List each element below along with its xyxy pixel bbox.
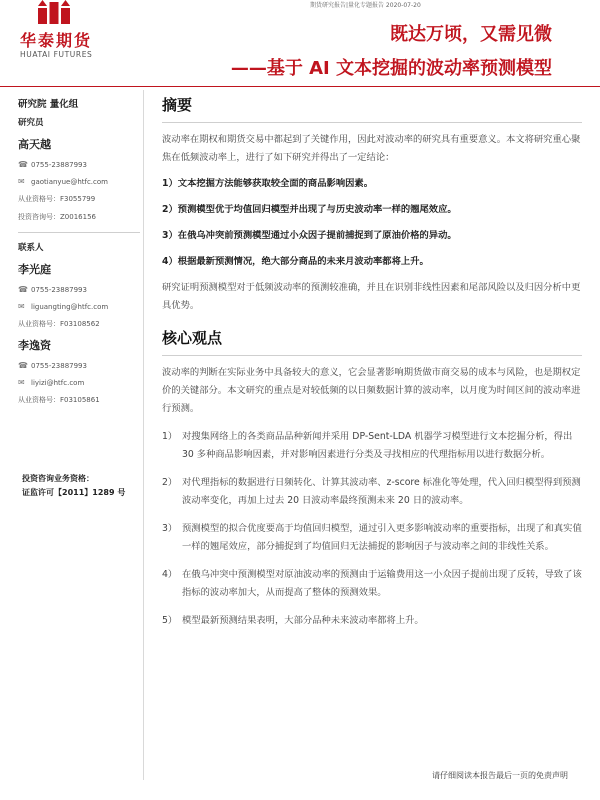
abstract-intro: 波动率在期权和期货交易中都起到了关键作用，因此对波动率的研究具有重要意义。本文将研究重心聚焦在低频波动率上，进行了如下研究并得出了一定结论： (162, 134, 581, 163)
item-text: 在俄乌冲突中预测模型对原油波动率的预测由于运输费用这一小众因子提前出现了反转，导致了该指标的波动率加大，从而提高了整体的预测效果。 (182, 569, 582, 598)
core-list-item (162, 474, 582, 510)
company-logo (16, 0, 94, 74)
contact-email (18, 302, 140, 311)
contact-phone (18, 285, 140, 294)
contact-name: 李光庭 (18, 263, 51, 276)
email-text[interactable]: liyizi@htfc.com (31, 378, 85, 387)
item-number: 3） (162, 523, 178, 534)
researcher-name: 高天越 (18, 138, 51, 151)
phone-text: 0755-23887993 (31, 361, 87, 370)
researcher-email (18, 177, 140, 186)
abstract-heading: 摘要 (162, 96, 193, 114)
license-label: 投资咨询业务资格： (22, 474, 94, 483)
header-divider (0, 86, 600, 87)
email-text[interactable]: liguangting@htfc.com (31, 302, 109, 311)
contact-phone (18, 361, 140, 370)
core-list-item (162, 566, 582, 602)
contact-qualification: 从业资格号：F03108562 (18, 320, 100, 328)
abstract-point: 4）根据最新预测情况，绝大部分商品的未来月波动率都将上升。 (162, 256, 429, 267)
heading-divider (162, 122, 582, 123)
sidebar-divider (18, 232, 140, 233)
contact-name: 李逸资 (18, 339, 51, 352)
core-heading: 核心观点 (162, 329, 223, 347)
contact-qualification: 从业资格号：F03105861 (18, 396, 100, 404)
department-label: 研究院 量化组 (18, 99, 79, 110)
license-info (22, 472, 125, 500)
logo-mark-icon (38, 0, 70, 24)
phone-icon: ☎ (18, 160, 28, 169)
logo-text-cn: 华泰期货 (20, 31, 93, 50)
main-content (162, 94, 582, 630)
abstract-point: 2）预测模型优于均值回归模型并出现了与历史波动率一样的翘尾效应。 (162, 204, 457, 215)
disclaimer-footer: 请仔细阅读本报告最后一页的免责声明 (432, 771, 568, 780)
core-intro: 波动率的判断在实际业务中具备较大的意义，它会显著影响期货做市商交易的成本与风险，也是期权定价的关键部分。本文研究的重点是对较低频的以日频数据计算的波动率，以月度为时间区间的波动率进行预测。 (162, 367, 581, 414)
email-icon: ✉ (18, 302, 25, 311)
item-text: 对代理指标的数据进行日频转化、计算其波动率、z-score 标准化等处理，代入回归模型得到预测波动率变化，再加上过去 20 日波动率最终预测未来 20 日的波动率。 (182, 477, 581, 506)
report-subtitle: ——基于 AI 文本挖掘的波动率预测模型 (230, 58, 552, 79)
abstract-point: 3）在俄乌冲突前预测模型通过小众因子提前捕捉到了原油价格的异动。 (162, 230, 457, 241)
phone-text: 0755-23887993 (31, 160, 87, 169)
column-divider (143, 90, 144, 780)
page-header (0, 0, 600, 88)
license-number: 证监许可【2011】1289 号 (22, 488, 126, 497)
abstract-conclusion: 研究证明预测模型对于低频波动率的预测较准确，并且在识别非线性因素和尾部风险以及归因分析中更具优势。 (162, 282, 581, 311)
core-list-item (162, 612, 582, 630)
abstract-point: 1）文本挖掘方法能够获取较全面的商品影响因素。 (162, 178, 374, 189)
core-list-item (162, 520, 582, 556)
item-text: 模型最新预测结果表明，大部分品种未来波动率都将上升。 (182, 615, 424, 626)
heading-divider (162, 355, 582, 356)
item-number: 4） (162, 569, 178, 580)
report-title: 既达万顷，又需见微 (390, 24, 552, 45)
researcher-consult-number: 投资咨询号：Z0016156 (18, 213, 96, 221)
researcher-qualification: 从业资格号：F3055799 (18, 195, 96, 203)
phone-text: 0755-23887993 (31, 285, 87, 294)
item-number: 2） (162, 477, 178, 488)
contact-label: 联系人 (18, 243, 44, 253)
item-number: 1） (162, 431, 178, 442)
researcher-phone (18, 160, 140, 169)
phone-icon: ☎ (18, 285, 28, 294)
core-list-item (162, 428, 582, 464)
researcher-label: 研究员 (18, 118, 44, 128)
item-number: 5） (162, 615, 178, 626)
email-text[interactable]: gaotianyue@htfc.com (31, 177, 108, 186)
author-sidebar (18, 96, 140, 516)
logo-text-en: HUATAI FUTURES (20, 50, 93, 59)
item-text: 预测模型的拟合优度要高于均值回归模型，通过引入更多影响波动率的重要指标，出现了和真实值一样的翘尾效应，部分捕捉到了均值回归无法捕捉的影响因子与波动率之间的非线性关系。 (182, 523, 582, 552)
item-text: 对搜集网络上的各类商品品种新闻并采用 DP-Sent-LDA 机器学习模型进行文本挖掘分析，得出 30 多种商品影响因素，并对影响因素进行分类及寻找相应的代理指标用以进行数据分析。 (182, 431, 573, 460)
report-type-strip: 期货研究报告|量化专题报告 2020-07-20 (310, 2, 421, 8)
email-icon: ✉ (18, 378, 25, 387)
contact-email (18, 378, 140, 387)
phone-icon: ☎ (18, 361, 28, 370)
email-icon: ✉ (18, 177, 25, 186)
